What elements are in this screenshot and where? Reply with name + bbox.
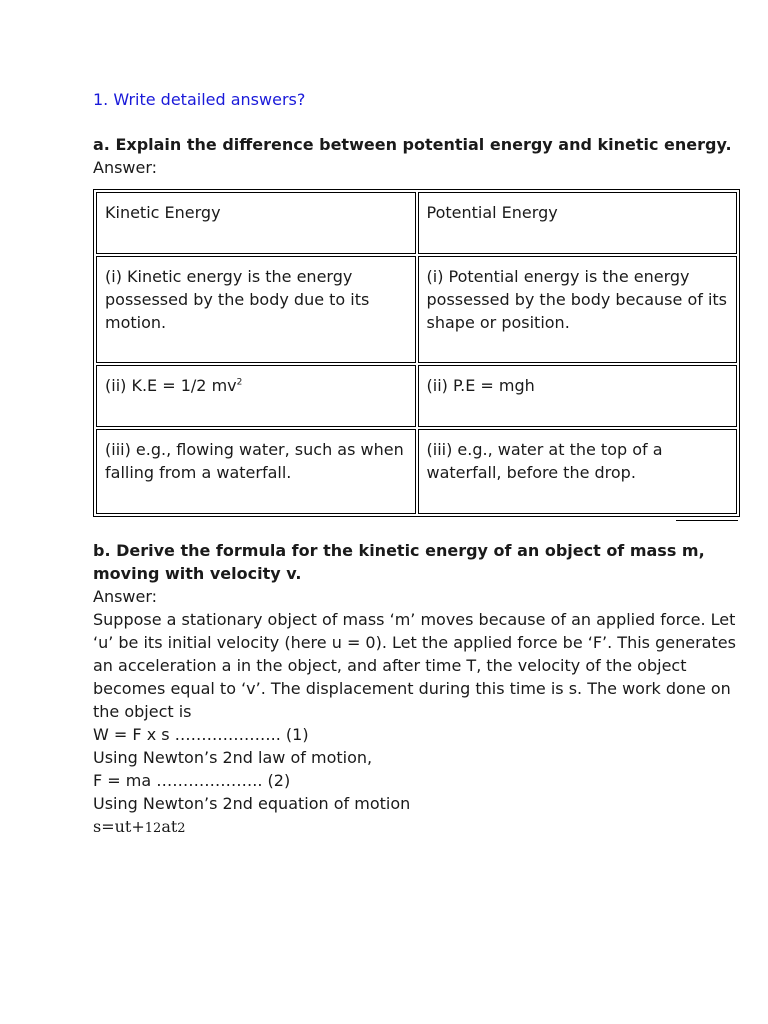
newton-equation-line: Using Newton’s 2nd equation of motion <box>93 794 411 813</box>
table-cell: (i) Kinetic energy is the energy possessed by the body due to its motion. <box>96 256 416 363</box>
header-kinetic-energy: Kinetic Energy <box>96 192 416 254</box>
comparison-table-wrapper <box>93 189 740 517</box>
formula-fraction: 12 <box>144 821 162 836</box>
ke-formula-superscript: 2 <box>236 377 243 388</box>
table-cell: (iii) e.g., flowing water, such as when falling from a waterfall. <box>96 429 416 514</box>
formula-lhs: s=ut+ <box>93 817 145 836</box>
equation-2: F = ma ……………….. (2) <box>93 771 291 790</box>
part-a-question: a. Explain the difference between potential energy and kinetic energy. <box>93 135 732 154</box>
table-row <box>96 429 737 514</box>
table-row <box>96 365 737 427</box>
document-page <box>93 88 743 840</box>
formula-rhs: at <box>161 817 178 836</box>
table-cell: (ii) P.E = mgh <box>418 365 738 427</box>
part-b-answer <box>93 585 743 840</box>
equation-1: W = F x s ……………….. (1) <box>93 725 309 744</box>
table-cell: (iii) e.g., water at the top of a waterfall, before the drop. <box>418 429 738 514</box>
part-b-section <box>93 539 743 840</box>
part-b-answer-label: Answer: <box>93 587 158 606</box>
part-b-paragraph: Suppose a stationary object of mass ‘m’ moves because of an applied force. Let ‘u’ be its initial velocity (here u = 0). Let the applied force be ‘F’. This generates an acceleration a in the object, and after time T, the velocity of the object becomes equal to ‘v’. The displacement during this time is s. The work done on the object is <box>93 610 736 721</box>
table-cell-ke-formula <box>96 365 416 427</box>
table-cell: (i) Potential energy is the energy possessed by the body because of its shape or position. <box>418 256 738 363</box>
table-bottom-rule <box>676 520 738 521</box>
displacement-formula <box>93 815 743 840</box>
newton-law-line: Using Newton’s 2nd law of motion, <box>93 748 373 767</box>
comparison-table <box>93 189 740 517</box>
part-b-question: b. Derive the formula for the kinetic energy of an object of mass m, moving with velocity v. <box>93 541 705 583</box>
question-title: 1. Write detailed answers? <box>93 90 306 109</box>
ke-formula-text: (ii) K.E = 1/2 mv <box>105 376 237 395</box>
table-row <box>96 256 737 363</box>
formula-exponent: 2 <box>177 821 186 836</box>
table-header-row <box>96 192 737 254</box>
part-a-answer-label: Answer: <box>93 158 158 177</box>
header-potential-energy: Potential Energy <box>418 192 738 254</box>
